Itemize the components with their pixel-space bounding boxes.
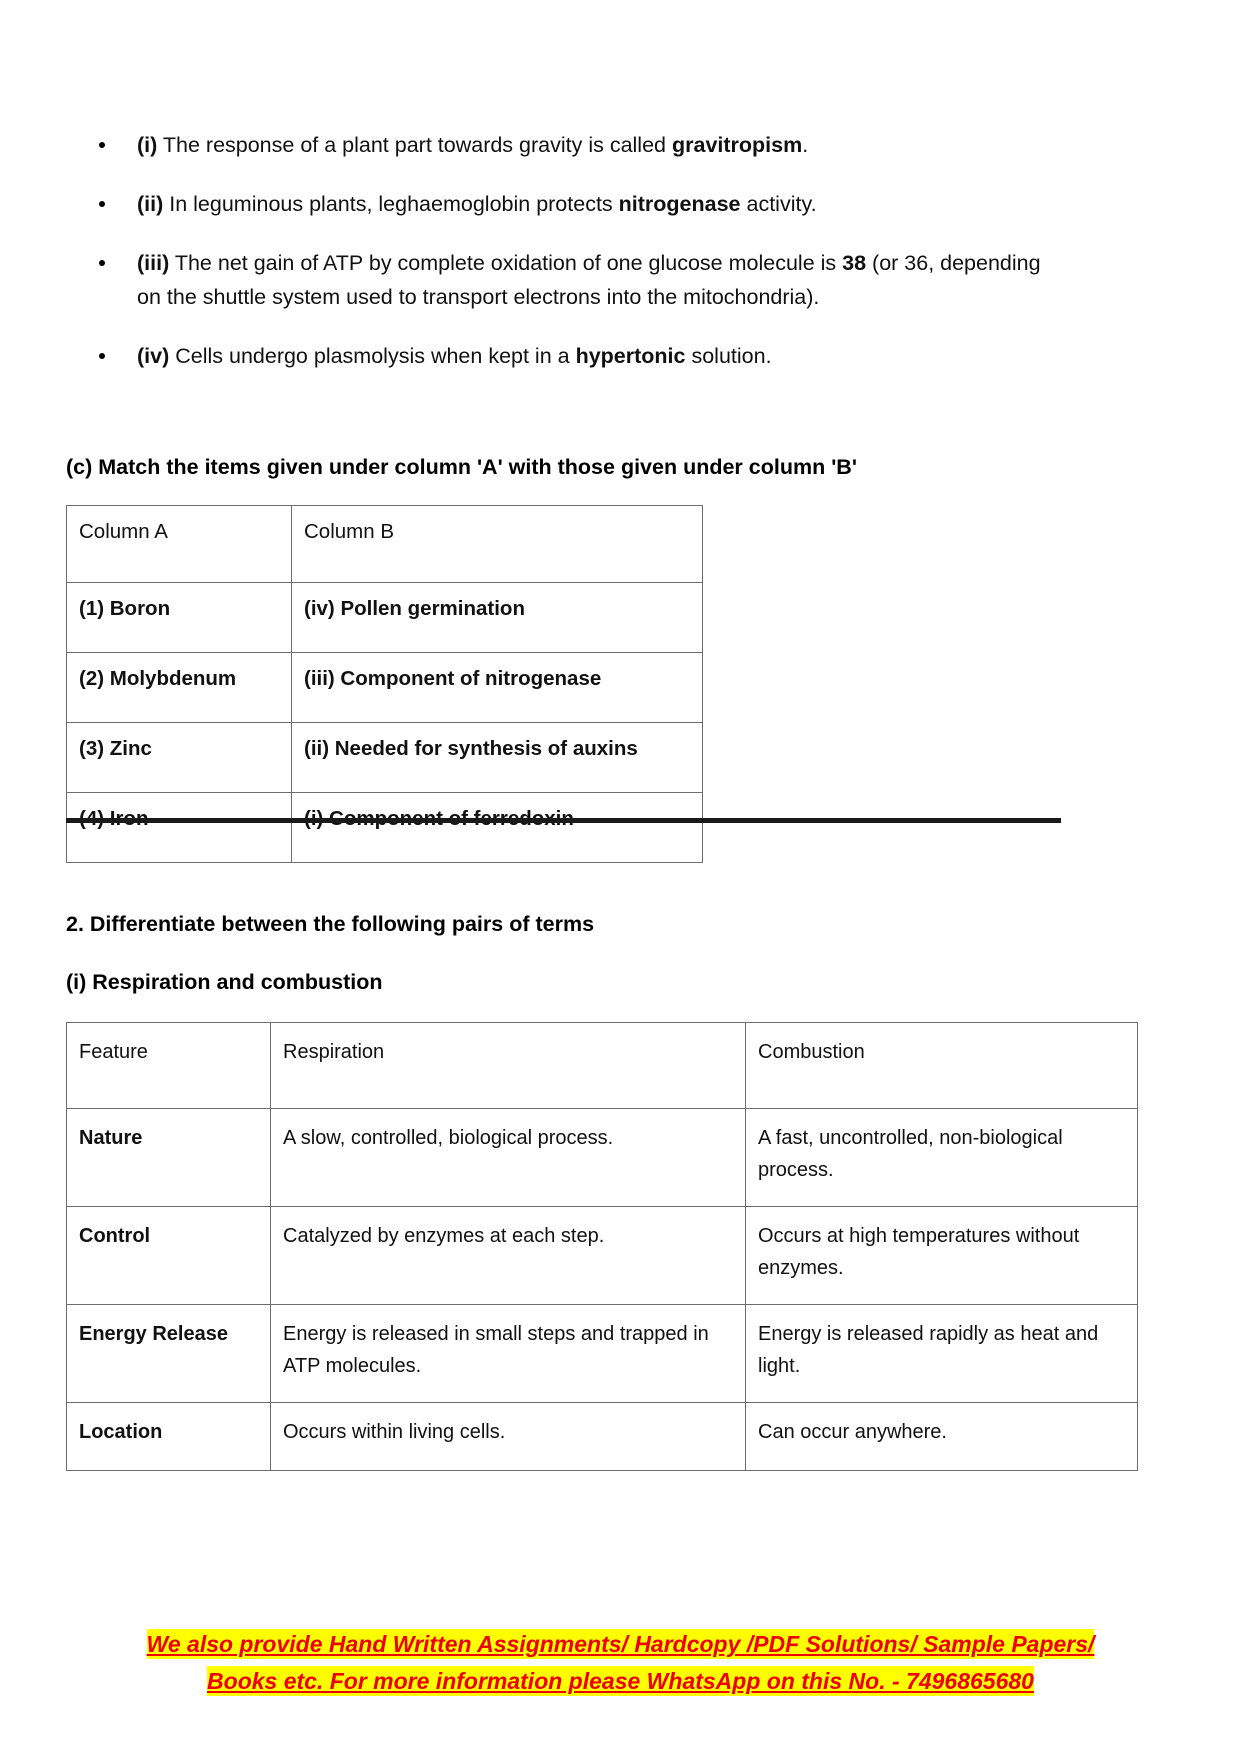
bullet-key-term: nitrogenase bbox=[618, 191, 741, 216]
table-row bbox=[67, 1305, 1138, 1403]
table-cell: Energy is released in small steps and trapped in ATP molecules. bbox=[271, 1305, 746, 1403]
table-cell: (iii) Component of nitrogenase bbox=[292, 653, 703, 723]
table-row bbox=[67, 583, 703, 653]
bullet-marker: (iii) bbox=[137, 250, 170, 275]
table-cell: A slow, controlled, biological process. bbox=[271, 1109, 746, 1207]
bullet-marker: (iv) bbox=[137, 344, 170, 369]
answer-bullet-item: (ii) In leguminous plants, leghaemoglobin protects nitrogenase activity. bbox=[75, 187, 1050, 222]
answer-bullet-list bbox=[75, 128, 1050, 398]
promo-line-1-row bbox=[0, 1628, 1241, 1661]
table-cell: (1) Boron bbox=[67, 583, 292, 653]
section-two-heading: 2. Differentiate between the following pairs of terms bbox=[66, 912, 595, 936]
table-header-cell: Column A bbox=[67, 506, 292, 583]
table-cell: (2) Molybdenum bbox=[67, 653, 292, 723]
match-columns-table bbox=[66, 505, 703, 863]
match-question-heading: (c) Match the items given under column 'A' with those given under column 'B' bbox=[66, 455, 857, 479]
table-cell: Energy Release bbox=[67, 1305, 271, 1403]
promo-line-2-row bbox=[0, 1665, 1241, 1698]
table-cell: Can occur anywhere. bbox=[746, 1403, 1138, 1471]
promo-line-2: Books etc. For more information please WhatsApp on this No. - 7496865680 bbox=[207, 1668, 1034, 1695]
table-row bbox=[67, 1109, 1138, 1207]
table-header-row bbox=[67, 1023, 1138, 1109]
table-row bbox=[67, 723, 703, 793]
respiration-combustion-table bbox=[66, 1022, 1138, 1471]
table-header-cell: Feature bbox=[67, 1023, 271, 1109]
bullet-key-term: hypertonic bbox=[575, 344, 686, 369]
bullet-key-term: 38 bbox=[842, 250, 867, 275]
match-table-body bbox=[67, 506, 703, 863]
answer-bullet-item: (iii) The net gain of ATP by complete oxidation of one glucose molecule is 38 (or 36, depending on the shuttle system used to transport electrons into the mitochondria). bbox=[75, 246, 1050, 316]
bullet-key-term: gravitropism bbox=[671, 133, 803, 157]
table-cell: Occurs within living cells. bbox=[271, 1403, 746, 1471]
answer-bullet-item: (i) The response of a plant part towards gravity is called gravitropism. bbox=[75, 128, 1050, 163]
answer-bullet-item: (iv) Cells undergo plasmolysis when kept in a hypertonic solution. bbox=[75, 339, 1050, 374]
bullet-marker: (ii) bbox=[137, 191, 164, 216]
table-cell: (ii) Needed for synthesis of auxins bbox=[292, 723, 703, 793]
table-cell: Location bbox=[67, 1403, 271, 1471]
table-cell bbox=[67, 793, 292, 863]
table-cell: Control bbox=[67, 1207, 271, 1305]
table-cell: A fast, uncontrolled, non-biological process. bbox=[746, 1109, 1138, 1207]
table-header-cell: Column B bbox=[292, 506, 703, 583]
table-cell: Occurs at high temperatures without enzymes. bbox=[746, 1207, 1138, 1305]
table-cell: Nature bbox=[67, 1109, 271, 1207]
table-cell bbox=[292, 793, 703, 863]
table-header-cell: Respiration bbox=[271, 1023, 746, 1109]
promo-line-1: We also provide Hand Written Assignments/ Hardcopy /PDF Solutions/ Sample Papers/ bbox=[146, 1631, 1095, 1657]
table-header-cell: Combustion bbox=[746, 1023, 1138, 1109]
table-row bbox=[67, 1403, 1138, 1471]
table-cell: Catalyzed by enzymes at each step. bbox=[271, 1207, 746, 1305]
bullet-marker: (i) bbox=[137, 133, 158, 157]
table-header-row bbox=[67, 506, 703, 583]
section-divider bbox=[66, 818, 1061, 823]
table-cell: Energy is released rapidly as heat and light. bbox=[746, 1305, 1138, 1403]
promo-banner bbox=[0, 1628, 1241, 1703]
compare-table-body bbox=[67, 1023, 1138, 1471]
table-row bbox=[67, 793, 703, 863]
table-cell: (iv) Pollen germination bbox=[292, 583, 703, 653]
pair-one-heading: (i) Respiration and combustion bbox=[66, 970, 383, 994]
table-row bbox=[67, 653, 703, 723]
table-row bbox=[67, 1207, 1138, 1305]
table-cell: (3) Zinc bbox=[67, 723, 292, 793]
